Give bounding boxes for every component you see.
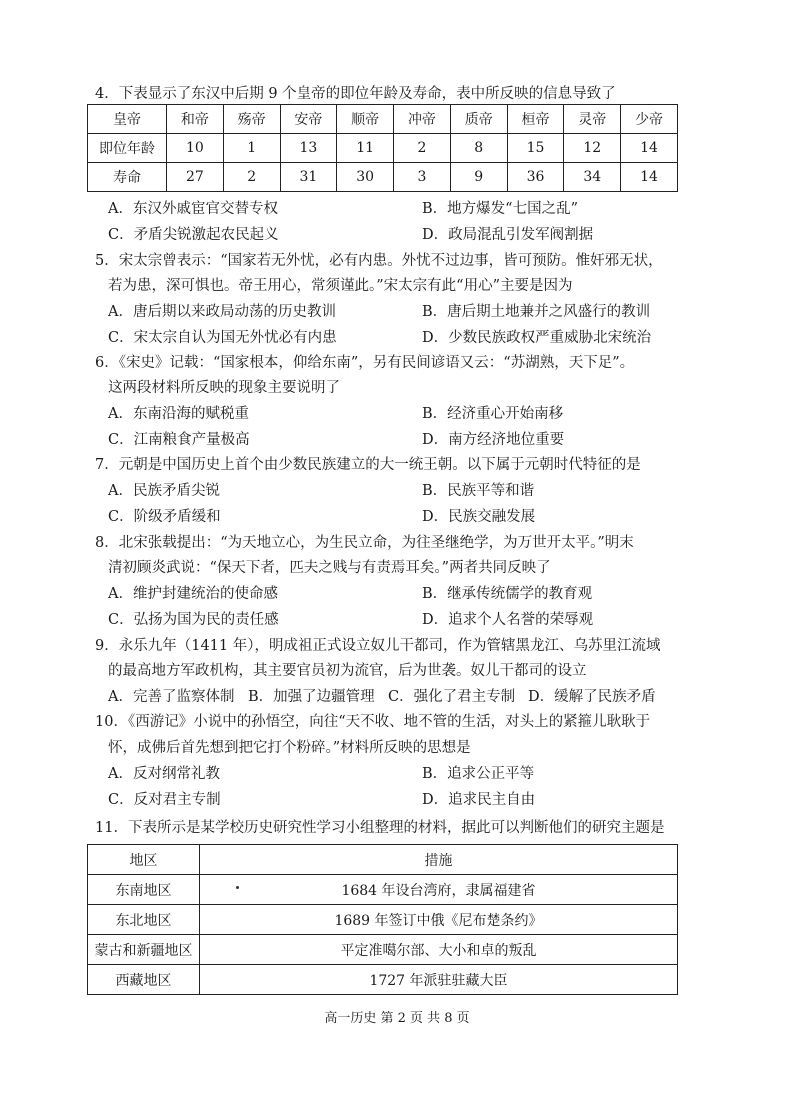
table-cell: 11 bbox=[337, 134, 394, 163]
table-cell: 寿命 bbox=[88, 163, 167, 192]
table-header-cell: 冲帝 bbox=[394, 105, 451, 134]
table-cell: 36 bbox=[507, 163, 564, 192]
table-cell: 2 bbox=[394, 134, 451, 163]
page-footer: 高一历史 第 2 页 共 8 页 bbox=[324, 1011, 470, 1026]
table-cell: 14 bbox=[621, 163, 678, 192]
q8-option-b: B．继承传统儒学的教育观 bbox=[422, 586, 593, 602]
q9-option-a: A．完善了监察体制 bbox=[108, 689, 235, 705]
table-header-cell: 和帝 bbox=[167, 105, 224, 134]
table-header-cell: 少帝 bbox=[621, 105, 678, 134]
table-row bbox=[88, 905, 678, 935]
q4-option-c: C．矛盾尖锐激起农民起义 bbox=[108, 227, 279, 243]
table-cell: 1 bbox=[223, 134, 280, 163]
table-row bbox=[88, 845, 678, 875]
q10-option-c: C．反对君主专制 bbox=[108, 792, 221, 808]
table-cell: 27 bbox=[167, 163, 224, 192]
table-cell: 8 bbox=[450, 134, 507, 163]
scan-speck bbox=[236, 886, 239, 889]
q9-stem-line-1: 9．永乐九年（1411 年），明成祖正式设立奴儿干都司，作为管辖黑龙江、乌苏里江流域 bbox=[95, 638, 661, 654]
table-header-cell: 地区 bbox=[88, 845, 200, 875]
table-header-cell: 质帝 bbox=[450, 105, 507, 134]
table-cell: 15 bbox=[507, 134, 564, 163]
q6-stem-line-1: 6．《宋史》记载：“国家根本，仰给东南”，另有民间谚语又云：“苏湖熟，天下足”。 bbox=[95, 355, 635, 371]
q6-option-d: D．南方经济地位重要 bbox=[422, 432, 565, 448]
q7-option-c: C．阶级矛盾缓和 bbox=[108, 509, 221, 525]
q6-option-b: B．经济重心开始南移 bbox=[422, 406, 564, 422]
table-cell: 10 bbox=[167, 134, 224, 163]
q5-option-c: C．宋太宗自认为国无外忧必有内患 bbox=[108, 330, 337, 346]
q10-stem-line-1: 10．《西游记》小说中的孙悟空，向往“天不收、地不管的生活，对头上的紧箍儿耿耿于 bbox=[95, 714, 651, 730]
table-row bbox=[88, 875, 678, 905]
table-header-cell: 顺帝 bbox=[337, 105, 394, 134]
q9-option-c: C．强化了君主专制 bbox=[388, 689, 516, 705]
table-cell: 蒙古和新疆地区 bbox=[88, 935, 200, 965]
table-cell: 13 bbox=[280, 134, 337, 163]
table-row bbox=[88, 163, 678, 192]
table-row bbox=[88, 105, 678, 134]
q5-stem-line-2: 若为患，深可惧也。帝王用心，常须谨此。”宋太宗有此“用心”主要是因为 bbox=[108, 278, 573, 294]
table-cell: 30 bbox=[337, 163, 394, 192]
q5-option-b: B．唐后期土地兼并之风盛行的教训 bbox=[422, 304, 651, 320]
table-cell: 9 bbox=[450, 163, 507, 192]
q8-stem-line-1: 8．北宋张载提出：“为天地立心，为生民立命，为往圣继绝学，为万世开太平。”明末 bbox=[95, 535, 634, 551]
q7-option-a: A．民族矛盾尖锐 bbox=[108, 483, 220, 499]
q10-stem-line-2: 怀，成佛后首先想到把它打个粉碎。”材料所反映的思想是 bbox=[108, 740, 471, 756]
q11-stem: 11．下表所示是某学校历史研究性学习小组整理的材料，据此可以判断他们的研究主题是 bbox=[95, 820, 665, 836]
table-header-cell: 皇帝 bbox=[88, 105, 167, 134]
table-cell: 平定准噶尔部、大小和卓的叛乱 bbox=[200, 935, 678, 965]
table-header-cell: 安帝 bbox=[280, 105, 337, 134]
q4-option-a: A．东汉外戚宦官交替专权 bbox=[108, 201, 278, 217]
table-row bbox=[88, 935, 678, 965]
q9-option-b: B．加强了边疆管理 bbox=[248, 689, 375, 705]
table-header-cell: 殇帝 bbox=[223, 105, 280, 134]
q8-option-c: C．弘扬为国为民的责任感 bbox=[108, 612, 279, 628]
q7-stem: 7．元朝是中国历史上首个由少数民族建立的大一统王朝。以下属于元朝时代特征的是 bbox=[95, 457, 641, 473]
table-cell: 34 bbox=[564, 163, 621, 192]
q4-option-b: B．地方爆发“七国之乱” bbox=[422, 201, 578, 217]
q4-option-d: D．政局混乱引发军阀割据 bbox=[422, 227, 594, 243]
q11-table bbox=[87, 844, 678, 995]
table-cell: 西藏地区 bbox=[88, 965, 200, 995]
q8-option-d: D．追求个人名誉的荣辱观 bbox=[422, 612, 594, 628]
q10-option-a: A．反对纲常礼教 bbox=[108, 766, 220, 782]
table-header-cell: 桓帝 bbox=[507, 105, 564, 134]
q5-option-d: D．少数民族政权严重威胁北宋统治 bbox=[422, 330, 652, 346]
table-header-cell: 措施 bbox=[200, 845, 678, 875]
q4-stem: 4．下表显示了东汉中后期 9 个皇帝的即位年龄及寿命，表中所反映的信息导致了 bbox=[95, 86, 616, 102]
table-row bbox=[88, 134, 678, 163]
table-cell: 2 bbox=[223, 163, 280, 192]
q10-option-b: B．追求公正平等 bbox=[422, 766, 535, 782]
q7-option-b: B．民族平等和谐 bbox=[422, 483, 535, 499]
q6-option-c: C．江南粮食产量极高 bbox=[108, 432, 250, 448]
table-cell: 12 bbox=[564, 134, 621, 163]
q6-stem-line-2: 这两段材料所反映的现象主要说明了 bbox=[108, 380, 340, 396]
q9-stem-line-2: 的最高地方军政机构，其主要官员初为流官，后为世袭。奴儿干都司的设立 bbox=[108, 663, 587, 679]
table-cell: 14 bbox=[621, 134, 678, 163]
q10-option-d: D．追求民主自由 bbox=[422, 792, 536, 808]
table-cell: 31 bbox=[280, 163, 337, 192]
q8-stem-line-2: 清初顾炎武说：“保天下者，匹夫之贱与有责焉耳矣。”两者共同反映了 bbox=[108, 560, 551, 576]
q8-option-a: A．维护封建统治的使命感 bbox=[108, 586, 278, 602]
table-cell: 即位年龄 bbox=[88, 134, 167, 163]
table-cell: 东南地区 bbox=[88, 875, 200, 905]
q9-option-d: D．缓解了民族矛盾 bbox=[528, 689, 656, 705]
q5-stem-line-1: 5．宋太宗曾表示：“国家若无外忧，必有内患。外忧不过边事，皆可预防。惟奸邪无状， bbox=[95, 253, 663, 269]
q6-option-a: A．东南沿海的赋税重 bbox=[108, 406, 249, 422]
table-row bbox=[88, 965, 678, 995]
table-cell: 3 bbox=[394, 163, 451, 192]
q7-option-d: D．民族交融发展 bbox=[422, 509, 536, 525]
q5-option-a: A．唐后期以来政局动荡的历史教训 bbox=[108, 304, 336, 320]
table-cell: 东北地区 bbox=[88, 905, 200, 935]
table-cell: 1689 年签订中俄《尼布楚条约》 bbox=[200, 905, 678, 935]
table-cell: 1684 年设台湾府，隶属福建省 bbox=[200, 875, 678, 905]
q4-table bbox=[87, 104, 678, 192]
table-header-cell: 灵帝 bbox=[564, 105, 621, 134]
table-cell: 1727 年派驻驻藏大臣 bbox=[200, 965, 678, 995]
